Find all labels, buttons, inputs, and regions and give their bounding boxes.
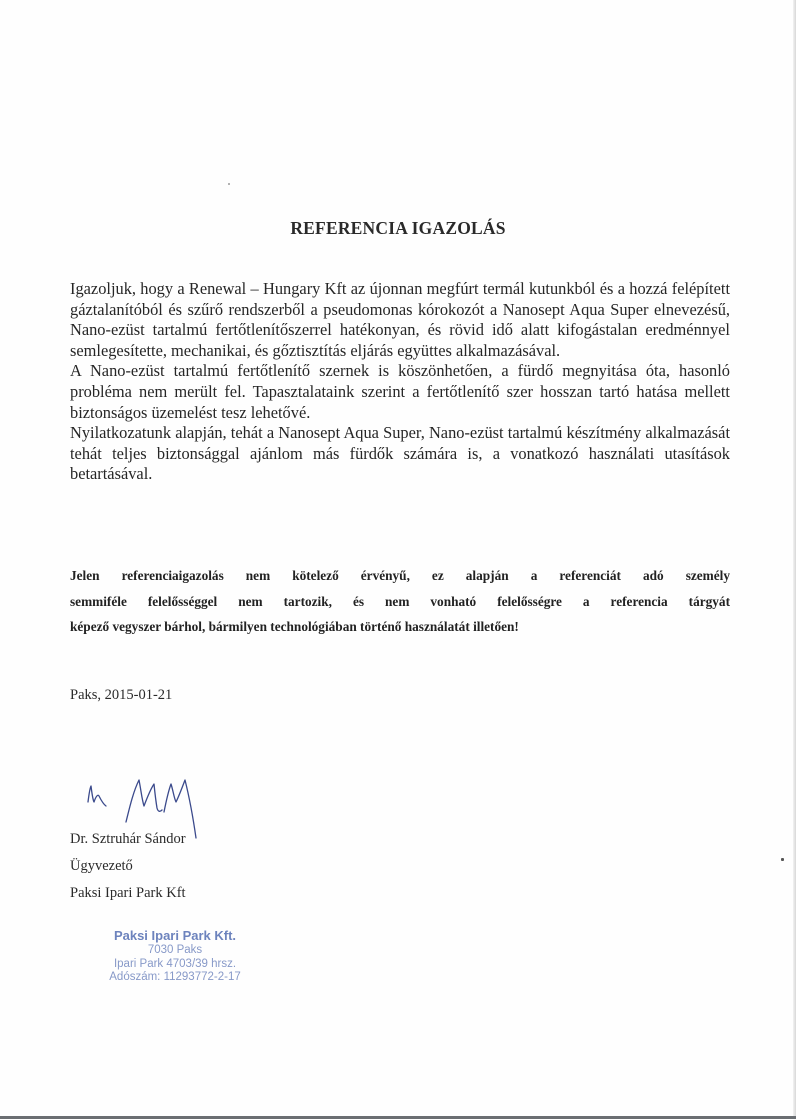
disclaimer bbox=[70, 563, 730, 640]
body-paragraph: A Nano-ezüst tartalmú fertőtlenítő szernek is köszönhetően, a fürdő megnyitása óta, hasonló probléma nem merült fel. Tapasztalataink szerint a fertőtlenítő szer hosszan tartó hatása mellett biztonságos üzemelést tesz lehetővé. bbox=[70, 361, 730, 422]
body-paragraph: Igazoljuk, hogy a Renewal – Hungary Kft az újonnan megfúrt termál kutunkból és a hozzá felépített gáztalanítóból és szűrő rendszerből a pseudomonas kórokozót a Nanosept Aqua Super elnevezésű, Nano-ezüst tartalmú fertőtlenítőszerrel hatékonyan, és rövid idő alatt kifogástalan eredménnyel semlegesítette, mechanikai, és gőztisztítás eljárás együttes alkalmazásával. bbox=[70, 279, 730, 360]
disclaimer-line: Jelen referenciaigazolás nem kötelező érvényű, ez alapján a referenciát adó személy bbox=[70, 568, 730, 583]
stamp-company: Paksi Ipari Park Kft. bbox=[113, 928, 237, 943]
signatory-name: Dr. Sztruhár Sándor bbox=[70, 831, 186, 847]
company-stamp bbox=[100, 928, 250, 985]
signature-block bbox=[70, 826, 186, 907]
body-paragraph: Nyilatkozatunk alapján, tehát a Nanosept Aqua Super, Nano-ezüst tartalmú készítmény alkalmazását tehát teljes biztonsággal ajánlom más fürdők számára is, a vonatkozó használati utasítások betartásával. bbox=[70, 423, 730, 484]
place-date: Paks, 2015-01-21 bbox=[70, 687, 173, 703]
document-body bbox=[70, 279, 730, 485]
disclaimer-line: képező vegyszer bárhol, bármilyen technológiában történő használatát illetően! bbox=[70, 619, 519, 634]
stamp-city: 7030 Paks bbox=[147, 944, 203, 956]
document-title: REFERENCIA IGAZOLÁS bbox=[290, 218, 506, 238]
signatory-position: Ügyvezető bbox=[70, 858, 133, 874]
signatory-company: Paksi Ipari Park Kft bbox=[70, 885, 186, 901]
scan-speck bbox=[781, 858, 784, 861]
stamp-address: Ipari Park 4703/39 hrsz. bbox=[113, 957, 237, 970]
scan-speck bbox=[228, 183, 230, 185]
disclaimer-line: semmiféle felelősséggel nem tartozik, és nem vonható felelősségre a referencia tárgyát bbox=[70, 593, 730, 609]
stamp-tax-number: Adószám: 11293772-2-17 bbox=[109, 971, 241, 983]
